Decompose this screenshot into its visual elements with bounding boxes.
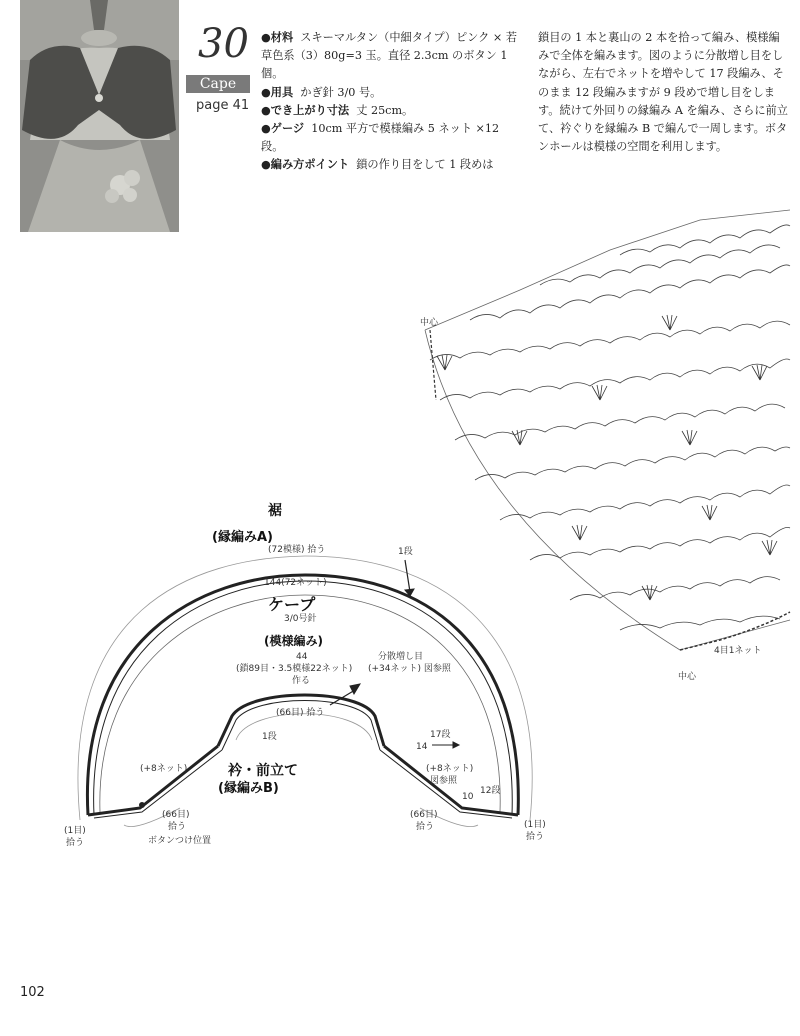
materials-row-points: ●編み方ポイント 鎖の作り目をして 1 段めは (261, 158, 494, 172)
chart-center-top: 中心 (420, 318, 439, 328)
collar-title: 衿・前立て (228, 763, 298, 779)
row-14: 14 (416, 742, 428, 752)
chart-repeat-note: 4目1ネット (714, 646, 762, 656)
row-12: 12段 (480, 786, 501, 796)
right-corner: (1目) (524, 820, 546, 830)
left-corner: (1目) (64, 826, 86, 836)
increase-title: 分散増し目 (378, 652, 424, 662)
right-increase: (+8ネット) (426, 764, 474, 774)
increase-detail: (+34ネット) 図参照 (368, 664, 451, 674)
page-reference: page 41 (196, 98, 250, 113)
hem-edging: (縁編みA) (212, 530, 273, 545)
hem-title: 裾 (268, 503, 282, 519)
left-increase: (+8ネット) (140, 764, 188, 774)
pattern-title: (模様編み) (264, 634, 323, 648)
chart-center-bottom: 中心 (678, 672, 697, 682)
left-front-pickup-2: 拾う (168, 822, 187, 832)
hook-size: 3/0号針 (284, 614, 317, 624)
category-label: Cape (186, 75, 250, 93)
outer-count: 144(72ネット) (264, 578, 327, 588)
materials-row-tools: ●用具 かぎ針 3/0 号。 (261, 85, 382, 99)
page-number: 102 (20, 985, 45, 1000)
right-front-pickup-2: 拾う (416, 822, 435, 832)
row-17: 17段 (430, 730, 451, 740)
neck-pickup: (66目) 拾う (276, 708, 325, 718)
cast-on-detail: (鎖89目・3.5模様22ネット) (236, 664, 353, 674)
materials-row-gauge: ●ゲージ 10cm 平方で模様編み 5 ネット ×12 段。 (261, 122, 500, 154)
row-10: 10 (462, 792, 474, 802)
row-1-inner: 1段 (262, 732, 277, 742)
hem-pickup: (72模様) 拾う (268, 545, 326, 555)
collar-edging: (縁編みB) (218, 781, 279, 796)
cast-on-make: 作る (292, 676, 311, 686)
cast-on-count: 44 (296, 652, 308, 662)
materials-row-size: ●でき上がり寸法 丈 25cm。 (261, 103, 414, 117)
method-description: 鎖目の 1 本と裏山の 2 本を拾って編み、模様編みで全体を編みます。図のように分散増し目をしながら、左右でネットを増やして 17 段編み、そのまま 12 段編みますが 9 段めで増し目をします。続けて外回りの縁編み A を編み、さらに前立て、衿ぐりを縁編み B で編んで一周します。ボタンホールは模様の空間を利用します。 (538, 31, 788, 154)
button-position: ボタンつけ位置 (148, 836, 212, 846)
materials-row-yarn: ●材料 スキーマルタン（中細タイプ）ピンク × 若草色系（3）80g=3 玉。直径 2.3cm のボタン 1 個。 (261, 31, 518, 81)
left-front-pickup: (66目) (162, 810, 190, 820)
stitch-chart (425, 210, 790, 650)
right-corner-2: 拾う (526, 832, 545, 842)
pattern-number: 30 (198, 21, 249, 67)
piece-title: ケープ (268, 595, 316, 614)
row-1-top: 1段 (398, 547, 413, 557)
right-front-pickup: (66目) (410, 810, 438, 820)
see-chart: 図参照 (430, 776, 458, 786)
left-corner-2: 拾う (66, 838, 85, 848)
